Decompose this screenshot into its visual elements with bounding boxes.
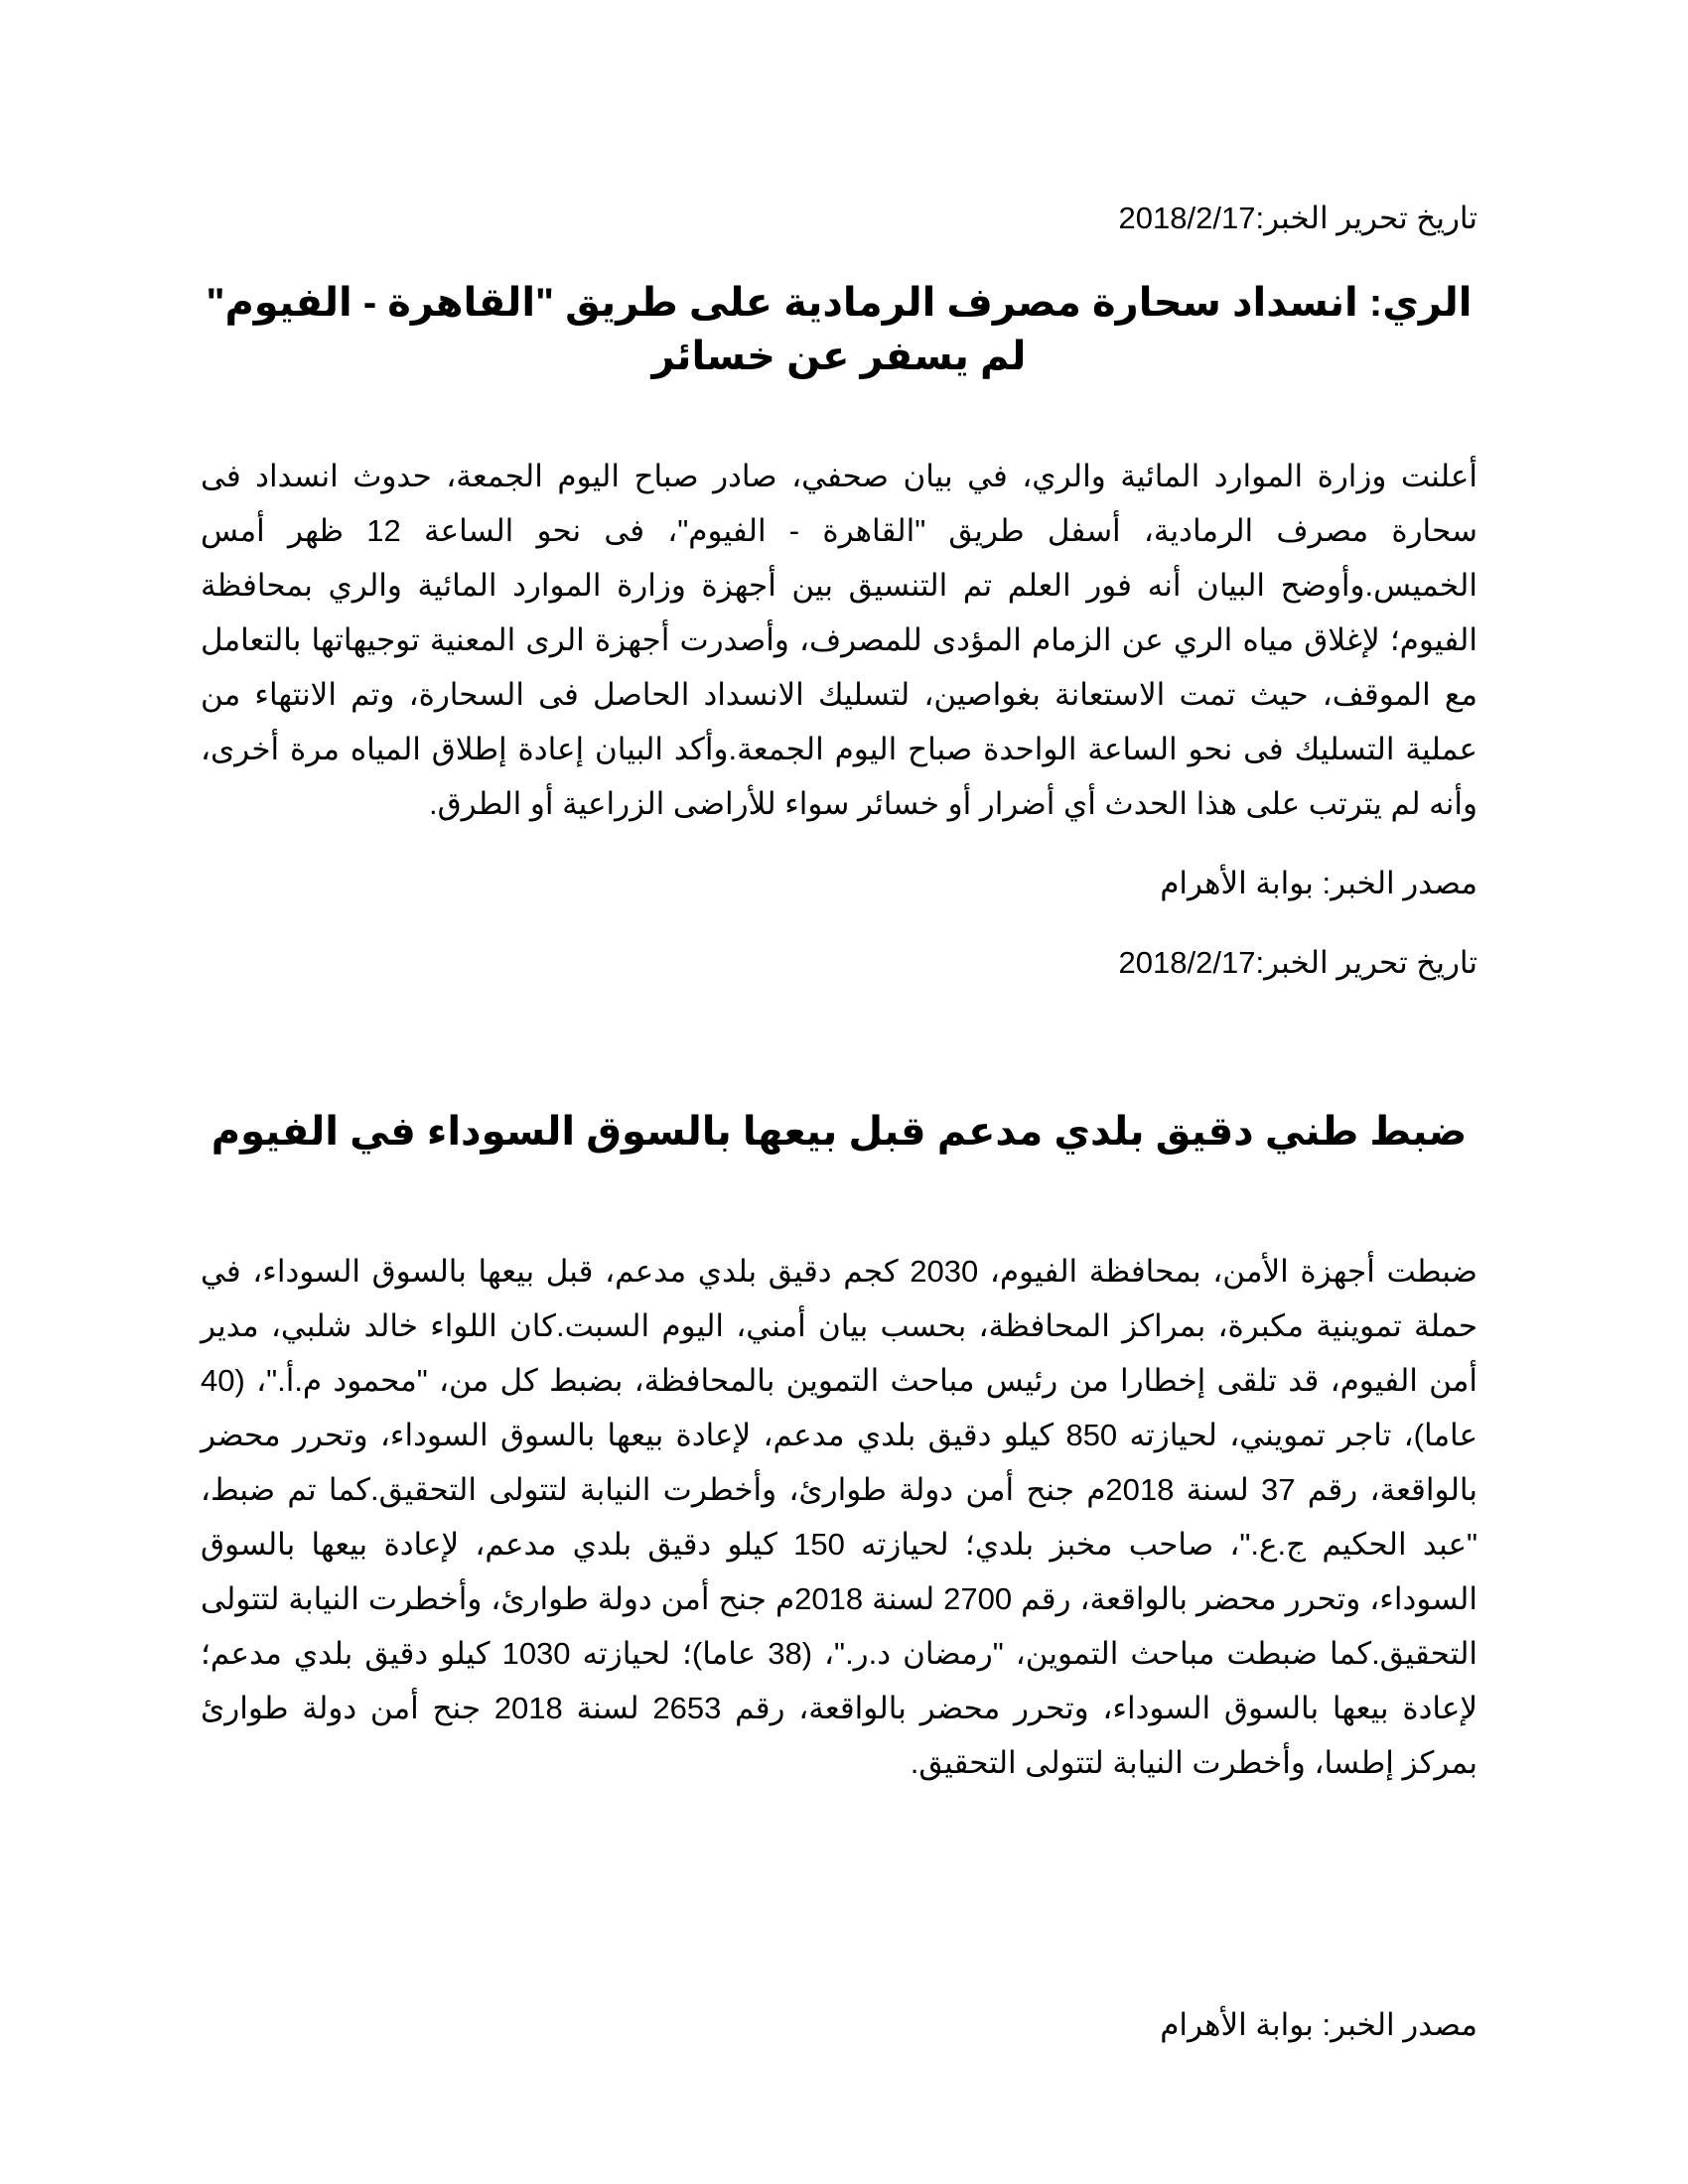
article-1-body: أعلنت وزارة الموارد المائية والري، في بيان صحفي، صادر صباح اليوم الجمعة، حدوث انسداد فى سحارة مصرف الرمادية، أسفل طريق "القاهرة - الفيوم"، فى نحو الساعة 12 ظهر أمس الخميس.وأوضح البيان أنه فور العلم تم التنسيق بين أجهزة وزارة الموارد المائية والري بمحافظة الفيوم؛ لإغلاق مياه الري عن الزمام المؤدى للمصرف، وأصدرت أجهزة الرى المعنية توجيهاتها بالتعامل مع الموقف، حيث تمت الاستعانة بغواصين، لتسليك الانسداد الحاصل فى السحارة، وتم الانتهاء من عملية التسليك فى نحو الساعة الواحدة صباح اليوم الجمعة.وأكد البيان إعادة إطلاق المياه مرة أخرى، وأنه لم يترتب على هذا الحدث أي أضرار أو خسائر سواء للأراضى الزراعية أو الطرق. <box>201 459 1477 821</box>
article-1-source <box>201 864 1477 903</box>
article-2-date <box>201 943 1477 983</box>
article-2-source <box>201 2005 1477 2045</box>
source-value: بوابة الأهرام <box>1160 866 1314 900</box>
source-label: مصدر الخبر: <box>1322 866 1477 900</box>
source-label: مصدر الخبر: <box>1322 2007 1477 2042</box>
article-2-body: ضبطت أجهزة الأمن، بمحافظة الفيوم، 2030 كجم دقيق بلدي مدعم، قبل بيعها بالسوق السوداء، في حملة تموينية مكبرة، بمراكز المحافظة، بحسب بيان أمني، اليوم السبت.كان اللواء خالد شلبي، مدير أمن الفيوم، قد تلقى إخطارا من رئيس مباحث التموين بالمحافظة، بضبط كل من، "محمود م.أ."، (40 عاما)، تاجر تمويني، لحيازته 850 كيلو دقيق بلدي مدعم، لإعادة بيعها بالسوق السوداء، وتحرر محضر بالواقعة، رقم 37 لسنة 2018م جنح أمن دولة طوارئ، وأخطرت النيابة لتتولى التحقيق.كما تم ضبط، "عبد الحكيم ج.ع."، صاحب مخبز بلدي؛ لحيازته 150 كيلو دقيق بلدي مدعم، لإعادة بيعها بالسوق السوداء، وتحرر محضر بالواقعة، رقم 2700 لسنة 2018م جنح أمن دولة طوارئ، وأخطرت النيابة لتتولى التحقيق.كما ضبطت مباحث التموين، "رمضان د.ر."، (38 عاما)؛ لحيازته 1030 كيلو دقيق بلدي مدعم؛ لإعادة بيعها بالسوق السوداء، وتحرر محضر بالواقعة، رقم 2653 لسنة 2018 جنح أمن دولة طوارئ بمركز إطسا، وأخطرت النيابة لتتولى التحقيق. <box>201 1254 1477 1780</box>
article-1-date <box>201 199 1477 238</box>
date-value: 2018/2/17 <box>1118 201 1256 235</box>
article-2-headline: ضبط طني دقيق بلدي مدعم قبل بيعها بالسوق السوداء في الفيوم <box>211 1110 1468 1154</box>
date-label: تاريخ تحرير الخبر: <box>1255 201 1477 235</box>
date-value: 2018/2/17 <box>1118 945 1256 980</box>
article-1-headline: الري: انسداد سحارة مصرف الرمادية على طريق "القاهرة - الفيوم" لم يسفر عن خسائر <box>206 281 1473 378</box>
source-value: بوابة الأهرام <box>1160 2007 1314 2042</box>
date-label: تاريخ تحرير الخبر: <box>1255 945 1477 980</box>
